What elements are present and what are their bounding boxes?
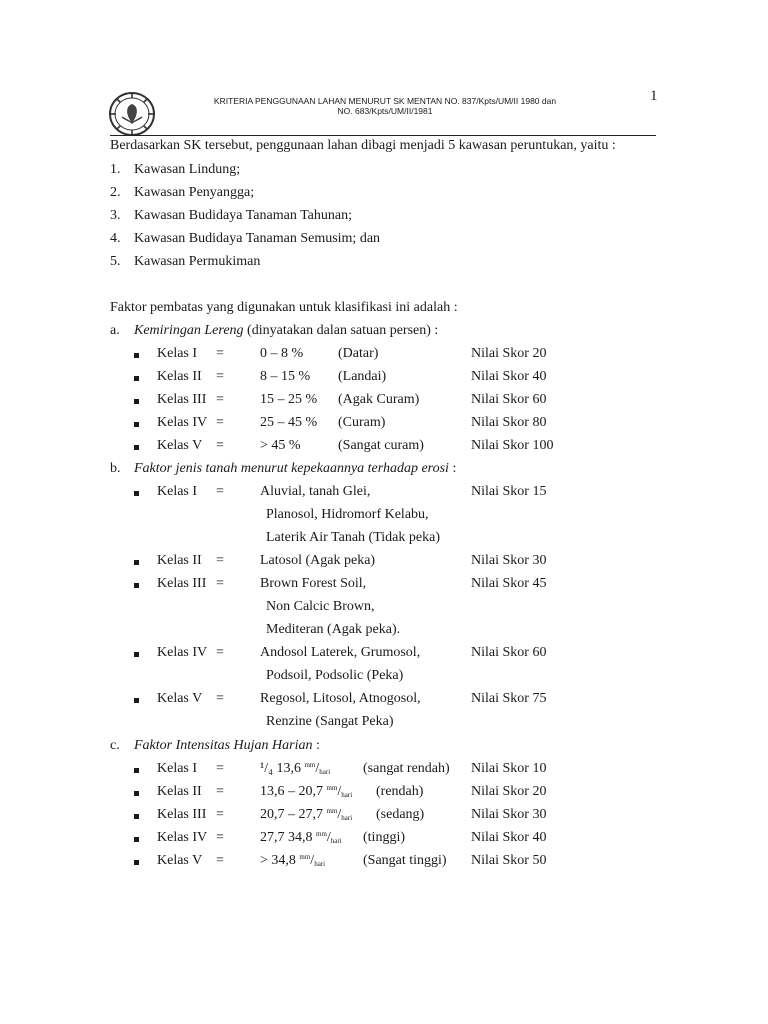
kelas-label: Kelas III bbox=[157, 807, 207, 822]
kelas-label: Kelas IV bbox=[157, 645, 208, 660]
equals-sign: = bbox=[216, 691, 224, 706]
rainfall-desc: (tinggi) bbox=[363, 830, 405, 845]
rainfall-value: ¹/₄ 13,6 $^{mm}/_{hari}$ bbox=[260, 761, 331, 776]
bullet-icon bbox=[134, 791, 139, 796]
score: Nilai Skor 45 bbox=[471, 576, 547, 591]
section-b-title: Faktor jenis tanah menurut kepekaannya terhadap erosi bbox=[134, 461, 449, 476]
soil-type: Mediteran (Agak peka). bbox=[266, 622, 401, 637]
section-a-note: (dinyatakan dalan satuan persen) : bbox=[243, 323, 439, 338]
section-c-note: : bbox=[312, 738, 320, 753]
unit-hari: hari bbox=[341, 791, 353, 799]
rainfall-amount: 20,7 – 27,7 bbox=[260, 807, 327, 822]
rainfall-desc: (Sangat tinggi) bbox=[363, 853, 447, 868]
soil-type: Andosol Laterek, Grumosol, bbox=[260, 645, 421, 660]
bullet-icon bbox=[134, 768, 139, 773]
section-b-letter: b. bbox=[110, 461, 121, 476]
equals-sign: = bbox=[216, 830, 224, 845]
bullet-icon bbox=[134, 583, 139, 588]
slope-desc: (Agak Curam) bbox=[338, 392, 420, 407]
kelas-label: Kelas III bbox=[157, 392, 207, 407]
score: Nilai Skor 100 bbox=[471, 438, 554, 453]
equals-sign: = bbox=[216, 761, 224, 776]
bullet-icon bbox=[134, 491, 139, 496]
soil-type: Planosol, Hidromorf Kelabu, bbox=[266, 507, 429, 522]
rainfall-amount: 13,6 bbox=[272, 761, 305, 776]
section-a-letter: a. bbox=[110, 323, 120, 338]
rainfall-amount: 13,6 – 20,7 bbox=[260, 784, 327, 799]
score: Nilai Skor 10 bbox=[471, 761, 547, 776]
section-b-note: : bbox=[448, 461, 457, 476]
document-header bbox=[160, 96, 610, 116]
bullet-icon bbox=[134, 814, 139, 819]
soil-type: Podsoil, Podsolic (Peka) bbox=[266, 668, 404, 683]
soil-type: Laterik Air Tanah (Tidak peka) bbox=[266, 530, 440, 545]
equals-sign: = bbox=[216, 784, 224, 799]
rainfall-amount: 27,7 34,8 bbox=[260, 830, 316, 845]
bullet-icon bbox=[134, 353, 139, 358]
score: Nilai Skor 30 bbox=[471, 807, 547, 822]
slope-range: 8 – 15 % bbox=[260, 369, 311, 384]
ministry-emblem-icon bbox=[108, 90, 156, 138]
kelas-label: Kelas V bbox=[157, 853, 203, 868]
list-text: Kawasan Lindung; bbox=[134, 162, 241, 177]
rainfall-amount: > 34,8 bbox=[260, 853, 300, 868]
unit-hari: hari bbox=[319, 768, 331, 776]
kelas-label: Kelas I bbox=[157, 346, 198, 361]
score: Nilai Skor 80 bbox=[471, 415, 547, 430]
kelas-label: Kelas I bbox=[157, 761, 198, 776]
equals-sign: = bbox=[216, 346, 224, 361]
unit-mm: mm bbox=[316, 830, 327, 838]
kelas-label: Kelas V bbox=[157, 438, 203, 453]
list-text: Kawasan Budidaya Tanaman Tahunan; bbox=[134, 208, 352, 223]
list-number: 5. bbox=[110, 254, 121, 269]
section-c-letter: c. bbox=[110, 738, 120, 753]
rainfall-value: 20,7 – 27,7 $^{mm}/_{hari}$ bbox=[260, 807, 353, 822]
equals-sign: = bbox=[216, 415, 224, 430]
bullet-icon bbox=[134, 652, 139, 657]
equals-sign: = bbox=[216, 807, 224, 822]
soil-type: Brown Forest Soil, bbox=[260, 576, 367, 591]
section-a-heading bbox=[134, 323, 438, 339]
rainfall-desc: (rendah) bbox=[376, 784, 424, 799]
bullet-icon bbox=[134, 422, 139, 427]
equals-sign: = bbox=[216, 392, 224, 407]
header-line-1: KRITERIA PENGGUNAAN LAHAN MENURUT SK MENTAN NO. 837/Kpts/UM/II 1980 dan bbox=[213, 96, 557, 106]
slope-range: 0 – 8 % bbox=[260, 346, 304, 361]
section-a-title: Kemiringan Lereng bbox=[134, 323, 244, 338]
soil-type: Non Calcic Brown, bbox=[266, 599, 375, 614]
kelas-label: Kelas V bbox=[157, 691, 203, 706]
kelas-label: Kelas III bbox=[157, 576, 207, 591]
slope-desc: (Sangat curam) bbox=[338, 438, 424, 453]
equals-sign: = bbox=[216, 484, 224, 499]
bullet-icon bbox=[134, 698, 139, 703]
kelas-label: Kelas I bbox=[157, 484, 198, 499]
intro-paragraph: Berdasarkan SK tersebut, penggunaan lahan dibagi menjadi 5 kawasan peruntukan, yaitu : bbox=[110, 138, 616, 153]
kelas-label: Kelas II bbox=[157, 784, 202, 799]
soil-type: Renzine (Sangat Peka) bbox=[266, 714, 394, 729]
bullet-icon bbox=[134, 445, 139, 450]
unit-hari: hari bbox=[330, 837, 342, 845]
bullet-icon bbox=[134, 399, 139, 404]
slope-desc: (Datar) bbox=[338, 346, 379, 361]
rainfall-value: 13,6 – 20,7 $^{mm}/_{hari}$ bbox=[260, 784, 353, 799]
list-text: Kawasan Penyangga; bbox=[134, 185, 255, 200]
score: Nilai Skor 75 bbox=[471, 691, 547, 706]
unit-mm: mm bbox=[299, 853, 311, 861]
list-number: 2. bbox=[110, 185, 121, 200]
kelas-label: Kelas II bbox=[157, 553, 202, 568]
slope-range: 15 – 25 % bbox=[260, 392, 318, 407]
rainfall-desc: (sedang) bbox=[376, 807, 425, 822]
header-divider bbox=[110, 135, 656, 136]
kelas-label: Kelas IV bbox=[157, 830, 208, 845]
equals-sign: = bbox=[216, 645, 224, 660]
score: Nilai Skor 15 bbox=[471, 484, 547, 499]
section-c-heading bbox=[134, 738, 320, 754]
score: Nilai Skor 30 bbox=[471, 553, 547, 568]
equals-sign: = bbox=[216, 369, 224, 384]
score: Nilai Skor 60 bbox=[471, 392, 547, 407]
kelas-label: Kelas II bbox=[157, 369, 202, 384]
header-line-2: NO. 683/Kpts/UM/II/1981 bbox=[337, 106, 433, 116]
unit-mm: mm bbox=[326, 807, 338, 815]
rainfall-value: 27,7 34,8 $^{mm}/_{hari}$ bbox=[260, 830, 342, 845]
bullet-icon bbox=[134, 376, 139, 381]
equals-sign: = bbox=[216, 576, 224, 591]
score: Nilai Skor 40 bbox=[471, 830, 547, 845]
bullet-icon bbox=[134, 837, 139, 842]
score: Nilai Skor 50 bbox=[471, 853, 547, 868]
equals-sign: = bbox=[216, 438, 224, 453]
unit-mm: mm bbox=[304, 761, 316, 769]
soil-type: Latosol (Agak peka) bbox=[260, 553, 376, 568]
score: Nilai Skor 20 bbox=[471, 346, 547, 361]
faktor-intro: Faktor pembatas yang digunakan untuk klasifikasi ini adalah : bbox=[110, 300, 458, 315]
soil-type: Regosol, Litosol, Atnogosol, bbox=[260, 691, 421, 706]
equals-sign: = bbox=[216, 853, 224, 868]
unit-mm: mm bbox=[326, 784, 338, 792]
section-b-heading bbox=[134, 461, 456, 477]
kelas-label: Kelas IV bbox=[157, 415, 208, 430]
bullet-icon bbox=[134, 560, 139, 565]
section-c-title: Faktor Intensitas Hujan Harian bbox=[134, 738, 313, 753]
score: Nilai Skor 20 bbox=[471, 784, 547, 799]
list-number: 1. bbox=[110, 162, 121, 177]
list-text: Kawasan Budidaya Tanaman Semusim; dan bbox=[134, 231, 381, 246]
bullet-icon bbox=[134, 860, 139, 865]
rainfall-prefix: ¹/₄ bbox=[260, 761, 273, 776]
score: Nilai Skor 40 bbox=[471, 369, 547, 384]
unit-hari: hari bbox=[341, 814, 353, 822]
slope-range: 25 – 45 % bbox=[260, 415, 318, 430]
unit-hari: hari bbox=[314, 860, 326, 868]
page-number: 1 bbox=[650, 88, 658, 104]
rainfall-value: > 34,8 $^{mm}/_{hari}$ bbox=[260, 853, 326, 868]
list-text: Kawasan Permukiman bbox=[134, 254, 261, 269]
soil-type: Aluvial, tanah Glei, bbox=[260, 484, 371, 499]
list-number: 3. bbox=[110, 208, 121, 223]
list-number: 4. bbox=[110, 231, 121, 246]
score: Nilai Skor 60 bbox=[471, 645, 547, 660]
slope-desc: (Curam) bbox=[338, 415, 386, 430]
equals-sign: = bbox=[216, 553, 224, 568]
rainfall-desc: (sangat rendah) bbox=[363, 761, 450, 776]
slope-range: > 45 % bbox=[260, 438, 301, 453]
slope-desc: (Landai) bbox=[338, 369, 387, 384]
